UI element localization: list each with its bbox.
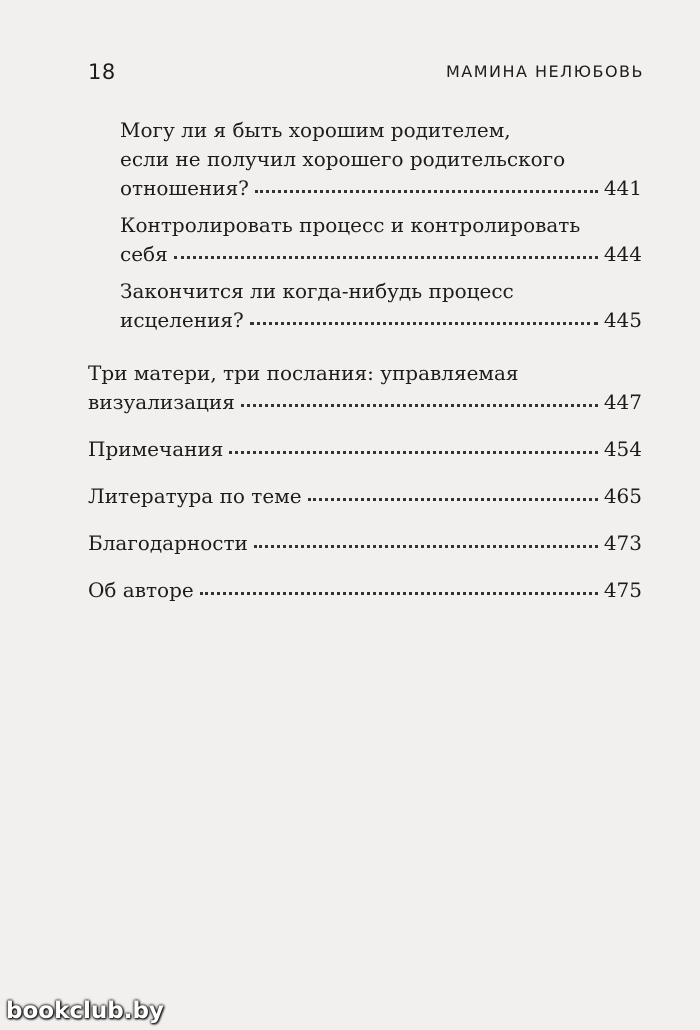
toc-page-number: 454 [603,437,642,461]
toc-entry-title-line: Контролировать процесс и контролировать [120,213,581,237]
toc-entry [88,529,642,558]
toc-page-number: 447 [603,390,642,414]
dot-leader [229,450,597,454]
toc-entry-title-line: Закончится ли когда-нибудь процесс [120,279,514,303]
toc-entry-leader-row [120,240,642,269]
toc-entry [88,116,642,203]
toc-page-number: 473 [603,531,642,555]
toc-entry [88,211,642,269]
toc-entry-leader-row [88,576,642,605]
toc-entry-title-line: Литература по теме [88,484,302,508]
toc-entry-title-line: Три матери, три послания: управляемая [88,361,519,385]
toc-entry-title-line: Могу ли я быть хорошим родителем, [120,118,511,142]
toc-entry [88,435,642,464]
toc-entry-leader-row [120,174,642,203]
toc-entry-title-line: Примечания [88,437,224,461]
toc-page-number: 445 [603,308,642,332]
dot-leader [200,591,598,595]
toc-entry [88,482,642,511]
page-number: 18 [88,60,116,84]
toc-page-number: 444 [603,242,642,266]
toc-page-number: 465 [603,484,642,508]
toc-entry-title-line: исцеления? [120,308,244,332]
toc-entry [88,277,642,335]
toc-page-number: 441 [603,176,642,200]
dot-leader [174,255,598,259]
dot-leader [308,497,598,501]
toc-entry [88,359,642,417]
table-of-contents [88,116,642,623]
toc-entry-title-line: Об авторе [88,578,194,602]
toc-entry-title-line: если не получил хорошего родительского [120,147,566,171]
toc-entry-title-line: отношения? [120,176,249,200]
running-title: МАМИНА НЕЛЮБОВЬ [445,62,644,81]
toc-page-number: 475 [603,578,642,602]
watermark: bookclub.by [6,998,164,1024]
toc-entry-leader-row [88,388,642,417]
toc-entry [88,576,642,605]
dot-leader [241,403,598,407]
dot-leader [250,321,598,325]
dot-leader [255,189,598,193]
toc-entry-leader-row [88,529,642,558]
toc-entry-title-line: Благодарности [88,531,248,555]
toc-entry-leader-row [88,482,642,511]
dot-leader [254,544,598,548]
toc-entry-title-line: себя [120,242,168,266]
toc-entry-leader-row [120,306,642,335]
toc-entry-title-line: визуализация [88,390,235,414]
toc-entry-leader-row [88,435,642,464]
